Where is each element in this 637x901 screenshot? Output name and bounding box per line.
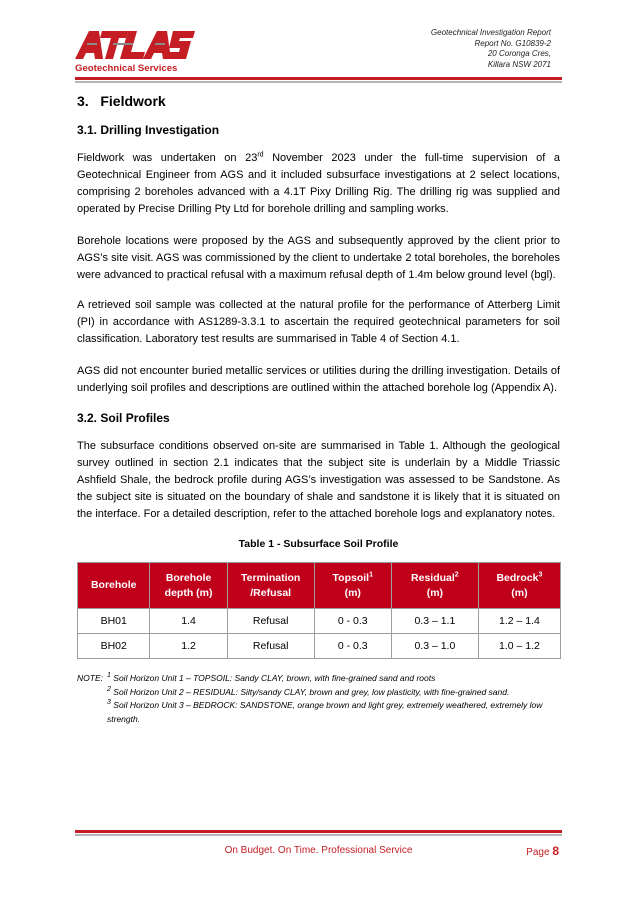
section-heading: [77, 93, 166, 109]
subsection-number: 3.1.: [77, 123, 98, 137]
note-label: NOTE:: [77, 673, 103, 683]
page-indicator: [526, 844, 559, 858]
report-number: Report No. G10839-2: [474, 38, 551, 48]
header-borehole-depth: Borehole depth (m): [150, 563, 227, 609]
paragraph-services: AGS did not encounter buried metallic services or utilities during the drilling investigation. Details of underlying soil profiles and descriptions are outlined within the attached borehole log (Appendix A).: [77, 365, 560, 394]
cell-borehole-id: BH02: [78, 634, 150, 659]
table-row: [78, 609, 561, 634]
report-header-info: [431, 28, 551, 70]
cell-topsoil: 0 - 0.3: [314, 634, 391, 659]
subsection-heading-drilling: [77, 123, 219, 137]
para1-text-start: Fieldwork was undertaken on 23: [77, 152, 258, 164]
subsurface-soil-profile-table: [77, 562, 561, 659]
footer-tagline: On Budget. On Time. Professional Service: [224, 845, 413, 856]
paragraph-subsurface-conditions: The subsurface conditions observed on-site are summarised in Table 1. Although the geological survey outlined in section 2.1 indicates that the subject site is underlain by a Middle Triassic Ashfield Shale, the bedrock profile during AGS’s investigation was assessed to be Sandstone. As the subject site is situated on the boundary of shale and sandstone it is likely that it is situated on the interface. For a detailed description, refer to the attached borehole logs and explanatory notes.: [77, 440, 560, 520]
note-item: $^3$ Soil Horizon Unit 3 – BEDROCK: SANDSTONE, orange brown and light grey, extremely weathered, extremely low strength.: [107, 699, 543, 724]
paragraph-borehole-locations: Borehole locations were proposed by the AGS and subsequently approved by the client prior to AGS’s site visit. AGS was commissioned by the client to undertake 2 total boreholes, the boreholes were advanced to practical refusal with a maximum refusal depth of 1.4m below ground level (bgl).: [77, 235, 560, 281]
cell-termination: Refusal: [227, 634, 314, 659]
subsection-title: Soil Profiles: [100, 411, 170, 425]
cell-topsoil: 0 - 0.3: [314, 609, 391, 634]
page-label: Page: [526, 847, 550, 858]
cell-termination: Refusal: [227, 609, 314, 634]
subsection-heading-soil-profiles: [77, 411, 170, 425]
header-bedrock: Bedrock$^3$ (m): [478, 563, 560, 609]
paragraph-fieldwork: [77, 150, 560, 218]
cell-residual: 0.3 – 1.0: [391, 634, 478, 659]
logo-tagline: Geotechnical Services: [75, 63, 178, 73]
paragraph-soil-sample: A retrieved soil sample was collected at the natural profile for the performance of Atterberg Limit (PI) in accordance with AS1289-3.3.1 to ascertain the required geotechnical parameters for soil classification. Laboratory test results are summarised in Table 4 of Section 4.1.: [77, 299, 560, 345]
note-text: Soil Horizon Unit 3 – BEDROCK: SANDSTONE, orange brown and light grey, extremely weathered, extremely low strength.: [107, 700, 543, 724]
note-text: Soil Horizon Unit 1 – TOPSOIL: Sandy CLAY, brown, with fine-grained sand and roots: [113, 673, 436, 683]
address-line1: 20 Coronga Cres,: [487, 49, 551, 58]
footer-divider-red: [75, 830, 562, 833]
section-number: 3.: [77, 93, 89, 109]
footer-divider-grey: [75, 834, 562, 836]
table-title: Table 1 - Subsurface Soil Profile: [238, 538, 399, 550]
table-header-row: [78, 563, 561, 609]
note-item: NOTE: $^1$ Soil Horizon Unit 1 – TOPSOIL: Sandy CLAY, brown, with fine-grained sand and roots: [77, 672, 561, 686]
cell-bedrock: 1.2 – 1.4: [478, 609, 560, 634]
header-termination: Termination /Refusal: [227, 563, 314, 609]
report-title: Geotechnical Investigation Report: [430, 28, 551, 37]
cell-residual: 0.3 – 1.1: [391, 609, 478, 634]
header-divider-grey: [75, 81, 562, 83]
header-divider-red: [75, 77, 562, 80]
header-topsoil: Topsoil$^1$ (m): [314, 563, 391, 609]
header-borehole: Borehole: [78, 563, 150, 609]
para1-text-end: November 2023 under the full-time supervision of a Geotechnical Engineer from AGS and it included subsurface investigations at 2 select locations, comprising 2 boreholes advanced with a 4.1T Pixy Drilling Rig. The drilling rig was supplied and operated by Precise Drilling Pty Ltd for borehole drilling and sampling works.: [77, 152, 560, 215]
subsection-number: 3.2.: [77, 411, 98, 425]
subsection-title: Drilling Investigation: [100, 123, 220, 137]
note-item: $^2$ Soil Horizon Unit 2 – RESIDUAL: Silty/sandy CLAY, brown and grey, low plasticity, with fine-grained sand.: [107, 685, 510, 697]
cell-borehole-depth: 1.2: [150, 634, 227, 659]
date-ordinal-suffix: rd: [257, 151, 264, 159]
table-notes: [77, 672, 561, 726]
section-title: Fieldwork: [100, 93, 166, 109]
page-number: 8: [552, 844, 559, 858]
cell-bedrock: 1.0 – 1.2: [478, 634, 560, 659]
address-line2: Killara NSW 2071: [487, 59, 551, 69]
cell-borehole-depth: 1.4: [150, 609, 227, 634]
atlas-logo: [73, 29, 197, 73]
header-residual: Residual$^2$ (m): [391, 563, 478, 609]
note-text: Soil Horizon Unit 2 – RESIDUAL: Silty/sandy CLAY, brown and grey, low plasticity, with fine-grained sand.: [113, 686, 510, 697]
cell-borehole-id: BH01: [78, 609, 150, 634]
table-row: [78, 634, 561, 659]
